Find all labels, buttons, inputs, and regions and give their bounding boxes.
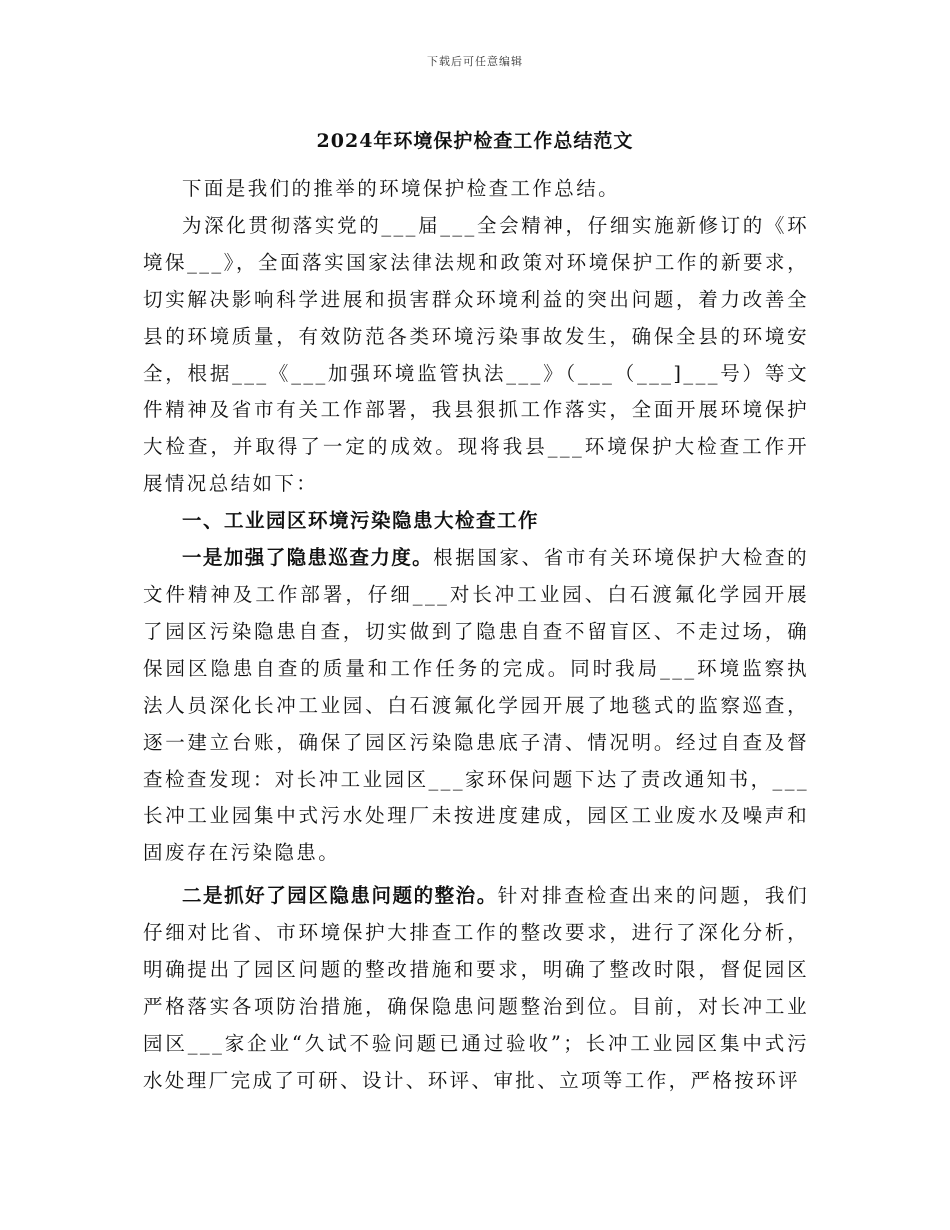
item-text-2: 针对排查检查出来的问题，我们仔细对比省、市环境保护大排查工作的整改要求，进行了深化分析，明确提出了园区问题的整改措施和要求，明确了整改时限，督促园区严格落实各项防治措施，确保隐患问题整治到位。目前，对长冲工业园区___家企业“久试不验问题已通过验收”；长冲工业园区集中式污水处理厂完成了可研、设计、环评、审批、立项等工作，严格按环评 <box>143 884 809 1092</box>
item-text-1: 根据国家、省市有关环境保护大检查的文件精神及工作部署，仔细___对长冲工业园、白石渡氟化学园开展了园区污染隐患自查，切实做到了隐患自查不留盲区、不走过场，确保园区隐患自查的质量和工作任务的完成。同时我局___环境监察执法人员深化长冲工业园、白石渡氟化学园开展了地毯式的监察巡查，逐一建立台账，确保了园区污染隐患底子清、情况明。经过自查及督查检查发现：对长冲工业园区___家环保问题下达了责改通知书，___长冲工业园集中式污水处理厂未按进度建成，园区工业废水及噪声和固废存在污染隐患。 <box>143 546 809 865</box>
intro-paragraph: 下面是我们的推举的环境保护检查工作总结。 <box>182 177 621 200</box>
item-lead-1: 一是加强了隐患巡查力度。 <box>182 546 434 570</box>
document-title: 2024年环境保护检查工作总结范文 <box>316 130 634 152</box>
section-heading-1: 一、工业园区环境污染隐患大检查工作 <box>182 509 540 533</box>
page-header-note: 下载后可任意编辑 <box>427 55 523 68</box>
item-paragraph-1 <box>143 540 809 872</box>
body-paragraph-1: 为深化贯彻落实党的___届___全会精神，仔细实施新修订的《环境保___》，全面落实国家法律法规和政策对环境保护工作的新要求，切实解决影响科学进展和损害群众环境利益的突出问题，着力改善全县的环境质量，有效防范各类环境污染事故发生，确保全县的环境安全，根据___《___加强环境监管执法___》（___（___]___号）等文件精神及省市有关工作部署，我县狠抓工作落实，全面开展环境保护大检查，并取得了一定的成效。现将我县___环境保护大检查工作开展情况总结如下： <box>143 213 809 496</box>
item-paragraph-2 <box>143 878 809 1099</box>
document-body <box>143 171 809 1100</box>
item-lead-2: 二是抓好了园区隐患问题的整治。 <box>182 884 498 908</box>
